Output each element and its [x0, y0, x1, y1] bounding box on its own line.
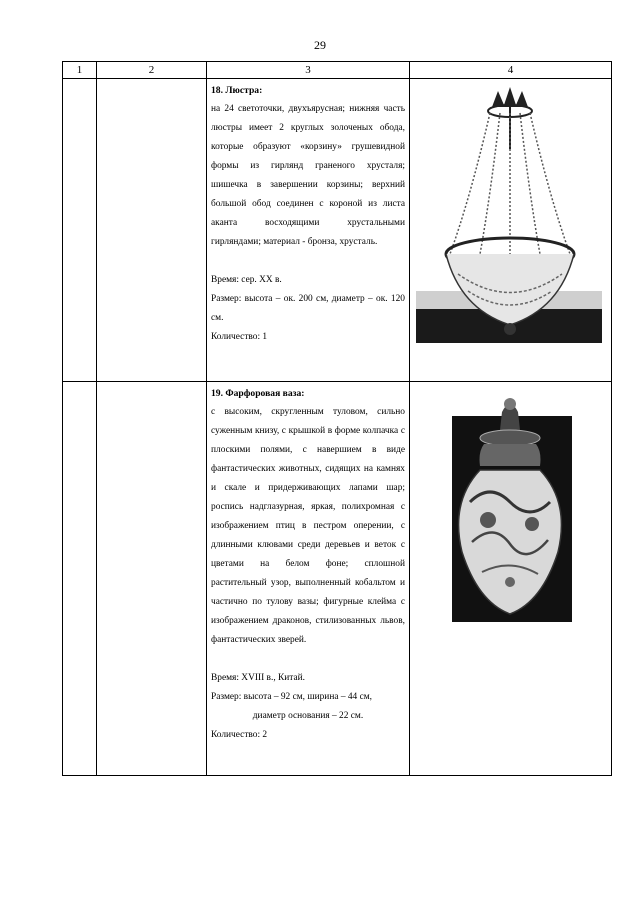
table-row [63, 79, 612, 382]
column-header-2: 2 [97, 62, 207, 79]
image-cell [410, 79, 612, 382]
row-number-cell [63, 79, 97, 382]
description-cell [207, 382, 410, 776]
item-time: Время: сер. XX в. [211, 275, 282, 285]
row-number-cell [63, 382, 97, 776]
item-description: с высоким, скругленным туловом, сильно суженным книзу, с крышкой в форме колпачка с плоскими полями, с навершием в виде фантастических животных, сидящих на камнях и скале и придерживающих лапами шар; роспись надглазурная, яркая, полихромная с изображением птиц в пестром оперении, с длинными клювами среди деревьев и веток с цветами на белом фоне; сплошной растительный узор, выполненный кобальтом и частично по тулову вазы; фигурные клейма с изображением драконов, стилизованных львов, фантастических зверей. [211, 407, 405, 645]
vase-photo [410, 382, 610, 632]
header-row [63, 62, 612, 79]
item-quantity: Количество: 1 [211, 332, 268, 342]
item-size: Размер: высота – 92 см, ширина – 44 см, [211, 692, 373, 702]
column-header-4: 4 [410, 62, 612, 79]
item-quantity: Количество: 2 [211, 730, 268, 740]
item-time: Время: XVIII в., Китай. [211, 673, 306, 683]
page-number: 29 [314, 38, 326, 52]
item-size-continued: диаметр основания – 22 см. [252, 711, 364, 721]
column-header-3: 3 [207, 62, 410, 79]
item-title: 18. Люстра: [211, 85, 263, 96]
chandelier-photo [410, 79, 610, 379]
row-empty-cell [97, 382, 207, 776]
table-row [63, 382, 612, 776]
registry-table [62, 61, 612, 776]
row-empty-cell [97, 79, 207, 382]
item-title: 19. Фарфоровая ваза: [211, 388, 305, 399]
description-cell [207, 79, 410, 382]
column-header-1: 1 [63, 62, 97, 79]
item-size: Размер: высота – ок. 200 см, диаметр – ок. 120 см. [211, 294, 405, 323]
item-description: на 24 светоточки, двухъярусная; нижняя часть люстры имеет 2 круглых золоченых обода, которые образуют «корзину» грушевидной формы из гирлянд граненого хрусталя; шишечка в завершении корзины; верхний большой обод соединен с короной из листа аканта восходящими хрустальными гирляндами; материал - бронза, хрусталь. [211, 104, 405, 247]
image-cell [410, 382, 612, 776]
